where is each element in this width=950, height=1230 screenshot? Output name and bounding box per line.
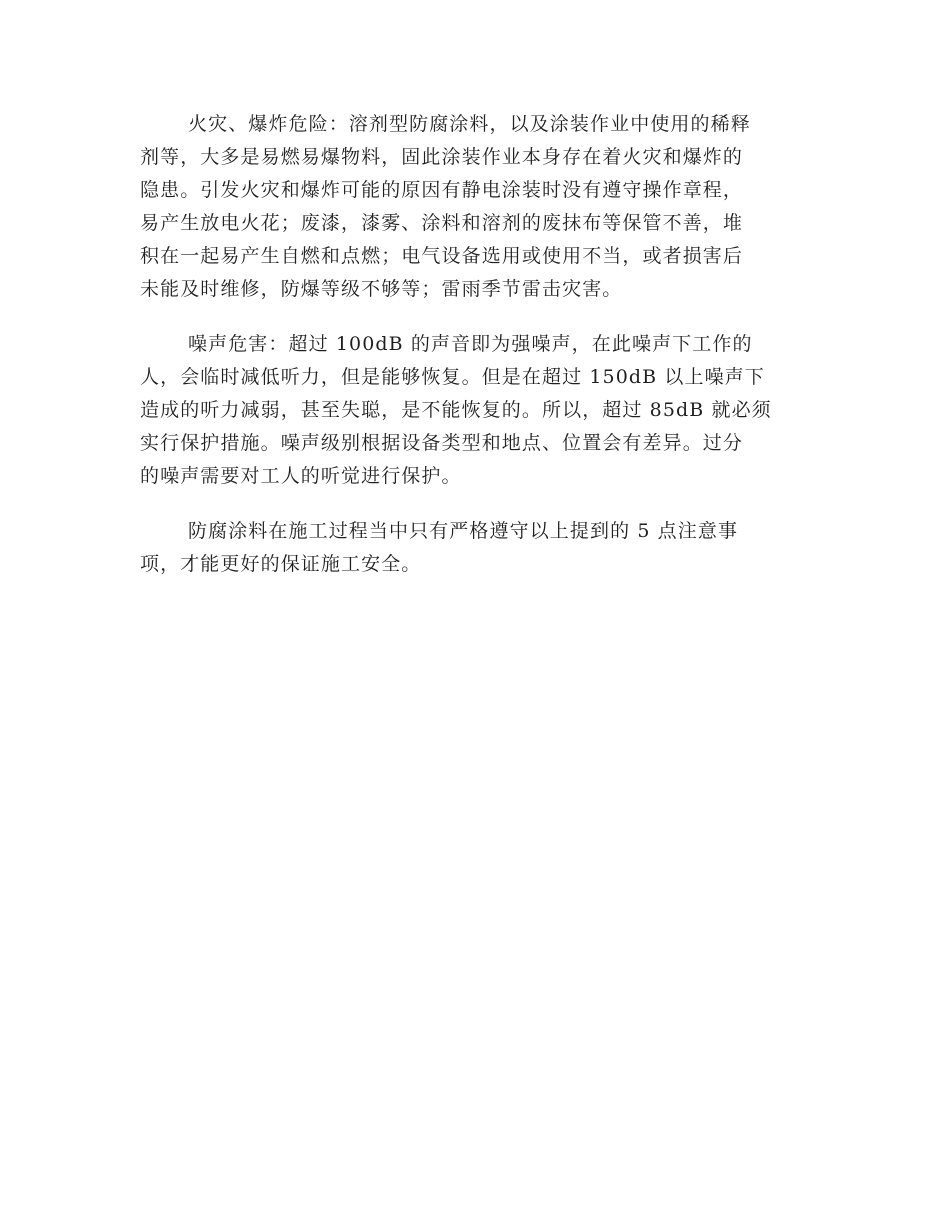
text-line: 项，才能更好的保证施工安全。 [140,553,422,575]
text-line: 剂等，大多是易燃易爆物料，固此涂装作业本身存在着火灾和爆炸的 [140,146,744,168]
paragraph-fire-explosion-hazard [140,108,810,306]
text-line: 实行保护措施。噪声级别根据设备类型和地点、位置会有差异。过分 [140,432,744,454]
text-line: 噪声危害：超过 100dB 的声音即为强噪声，在此噪声下工作的 [188,333,753,355]
text-line: 的噪声需要对工人的听觉进行保护。 [140,465,462,487]
text-line: 易产生放电火花；废漆，漆雾、涂料和溶剂的废抹布等保管不善，堆 [140,212,744,234]
text-line: 未能及时维修，防爆等级不够等；雷雨季节雷击灾害。 [140,278,623,300]
document-body [140,108,810,603]
paragraph-noise-hazard [140,328,810,493]
text-line: 火灾、爆炸危险：溶剂型防腐涂料，以及涂装作业中使用的稀释 [188,113,751,135]
text-line: 人，会临时减低听力，但是能够恢复。但是在超过 150dB 以上噪声下 [140,366,765,388]
text-line: 防腐涂料在施工过程当中只有严格遵守以上提到的 5 点注意事 [188,520,739,542]
text-line: 积在一起易产生自燃和点燃；电气设备选用或使用不当，或者损害后 [140,245,744,267]
text-line: 造成的听力减弱，甚至失聪，是不能恢复的。所以，超过 85dB 就必须 [140,399,772,421]
text-line: 隐患。引发火灾和爆炸可能的原因有静电涂装时没有遵守操作章程， [140,179,744,201]
paragraph-conclusion [140,515,810,581]
